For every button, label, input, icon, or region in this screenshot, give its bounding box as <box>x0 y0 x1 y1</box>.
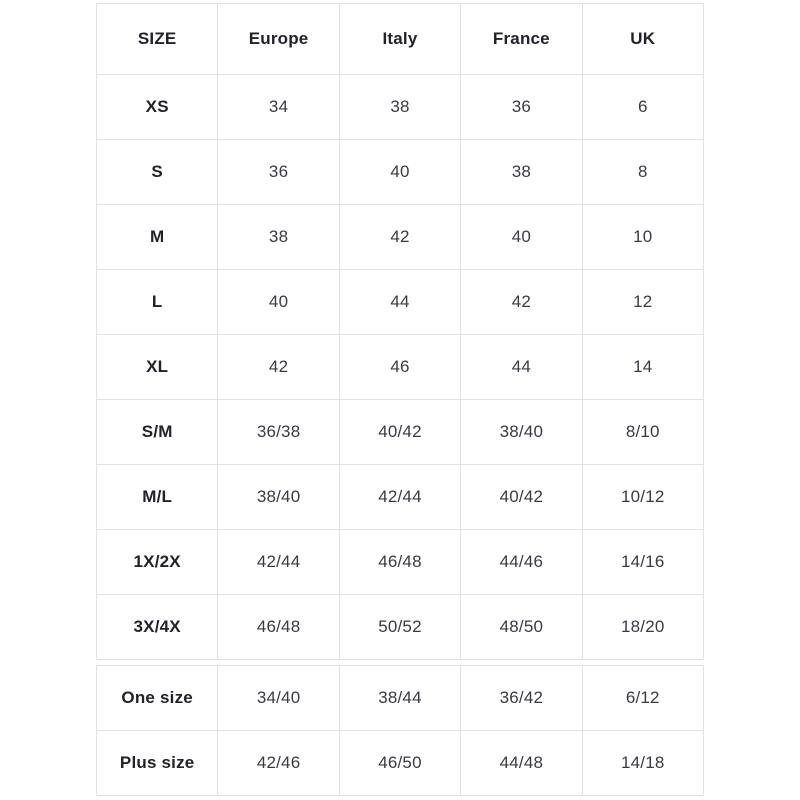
row-label: 3X/4X <box>97 595 218 660</box>
cell-france: 40 <box>461 205 582 270</box>
cell-europe: 42/46 <box>218 731 339 796</box>
cell-uk: 18/20 <box>582 595 703 660</box>
row-label: Plus size <box>97 731 218 796</box>
cell-france: 44 <box>461 335 582 400</box>
size-conversion-table <box>96 3 704 660</box>
cell-italy: 46 <box>339 335 460 400</box>
table-row <box>97 335 704 400</box>
cell-france: 44/48 <box>461 731 582 796</box>
table-row <box>97 731 704 796</box>
row-label: XL <box>97 335 218 400</box>
cell-italy: 42 <box>339 205 460 270</box>
table-header <box>97 4 704 75</box>
cell-europe: 42/44 <box>218 530 339 595</box>
row-label: S <box>97 140 218 205</box>
cell-italy: 44 <box>339 270 460 335</box>
cell-europe: 40 <box>218 270 339 335</box>
column-header-uk: UK <box>582 4 703 75</box>
cell-uk: 6/12 <box>582 666 703 731</box>
cell-france: 36/42 <box>461 666 582 731</box>
column-header-france: France <box>461 4 582 75</box>
cell-italy: 50/52 <box>339 595 460 660</box>
table-row <box>97 270 704 335</box>
cell-france: 40/42 <box>461 465 582 530</box>
cell-italy: 42/44 <box>339 465 460 530</box>
one-size-table-container <box>0 665 704 796</box>
cell-france: 44/46 <box>461 530 582 595</box>
table-row <box>97 75 704 140</box>
table-row <box>97 465 704 530</box>
row-label: M <box>97 205 218 270</box>
cell-uk: 14 <box>582 335 703 400</box>
size-conversion-table-container <box>0 3 704 660</box>
cell-france: 42 <box>461 270 582 335</box>
table-row <box>97 140 704 205</box>
row-label: M/L <box>97 465 218 530</box>
cell-uk: 14/16 <box>582 530 703 595</box>
cell-italy: 40 <box>339 140 460 205</box>
cell-france: 36 <box>461 75 582 140</box>
cell-italy: 40/42 <box>339 400 460 465</box>
table-row <box>97 595 704 660</box>
table-row <box>97 205 704 270</box>
table-row <box>97 400 704 465</box>
one-size-table <box>96 665 704 796</box>
column-header-size: SIZE <box>97 4 218 75</box>
cell-europe: 34/40 <box>218 666 339 731</box>
cell-uk: 8 <box>582 140 703 205</box>
cell-uk: 10 <box>582 205 703 270</box>
cell-uk: 6 <box>582 75 703 140</box>
cell-france: 38/40 <box>461 400 582 465</box>
column-header-italy: Italy <box>339 4 460 75</box>
table-header-row <box>97 4 704 75</box>
cell-france: 38 <box>461 140 582 205</box>
cell-france: 48/50 <box>461 595 582 660</box>
cell-italy: 38/44 <box>339 666 460 731</box>
cell-italy: 46/50 <box>339 731 460 796</box>
row-label: S/M <box>97 400 218 465</box>
cell-uk: 10/12 <box>582 465 703 530</box>
table-body <box>97 666 704 796</box>
cell-uk: 12 <box>582 270 703 335</box>
column-header-europe: Europe <box>218 4 339 75</box>
cell-europe: 38 <box>218 205 339 270</box>
cell-europe: 38/40 <box>218 465 339 530</box>
table-row <box>97 530 704 595</box>
table-body <box>97 75 704 660</box>
row-label: One size <box>97 666 218 731</box>
row-label: 1X/2X <box>97 530 218 595</box>
cell-italy: 46/48 <box>339 530 460 595</box>
row-label: L <box>97 270 218 335</box>
cell-europe: 42 <box>218 335 339 400</box>
cell-uk: 14/18 <box>582 731 703 796</box>
cell-uk: 8/10 <box>582 400 703 465</box>
cell-europe: 46/48 <box>218 595 339 660</box>
cell-europe: 34 <box>218 75 339 140</box>
row-label: XS <box>97 75 218 140</box>
cell-europe: 36/38 <box>218 400 339 465</box>
cell-europe: 36 <box>218 140 339 205</box>
table-row <box>97 666 704 731</box>
cell-italy: 38 <box>339 75 460 140</box>
